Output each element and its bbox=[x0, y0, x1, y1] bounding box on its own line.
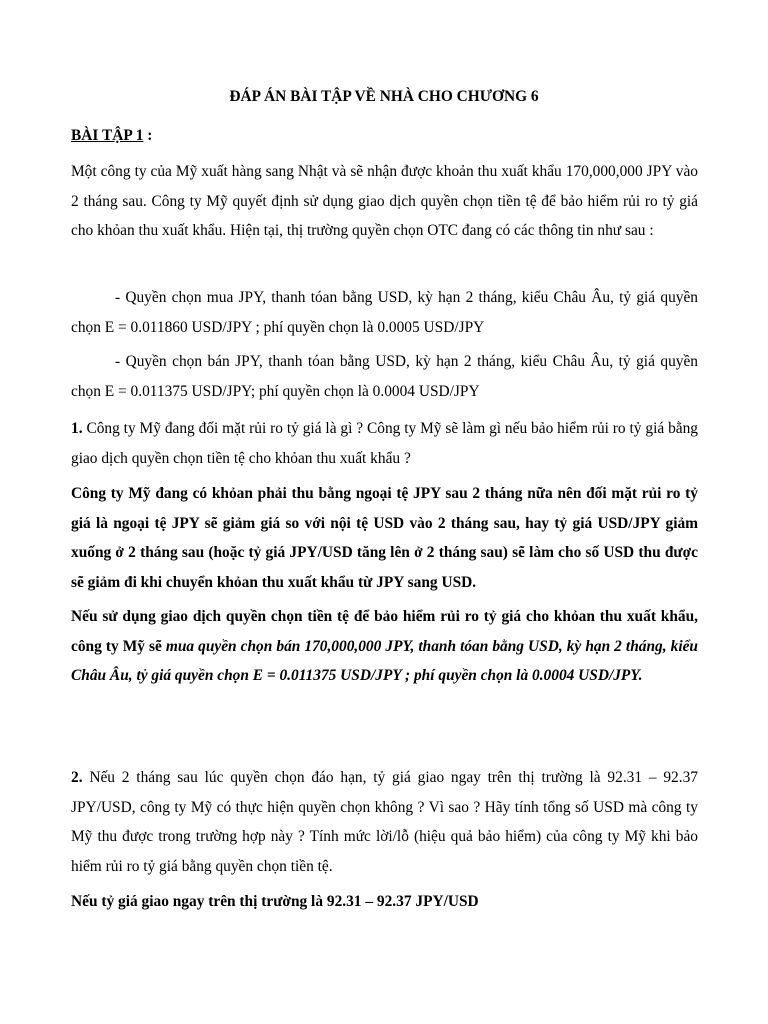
question-1-number: 1. bbox=[71, 420, 83, 437]
answer-2-intro: Nếu tỷ giá giao ngay trên thị trường là 92.31 – 92.37 JPY/USD bbox=[71, 893, 479, 910]
answer-1-hedge bbox=[71, 602, 698, 691]
answer-1-hedge-lead: Nếu sử dụng giao dịch quyền chọn tiền tệ để bảo hiểm rủi ro tỷ giá cho khỏan thu xuất khẩu, công ty Mỹ sẽ bbox=[71, 608, 698, 655]
problem-intro: Một công ty của Mỹ xuất hàng sang Nhật và sẽ nhận được khoản thu xuất khẩu 170,000,000 JPY vào 2 tháng sau. Công ty Mỹ quyết định sử dụng giao dịch quyền chọn tiền tệ để bảo hiểm rủi ro tỷ giá cho khỏan thu xuất khẩu. Hiện tại, thị trường quyền chọn OTC đang có các thông tin như sau : bbox=[71, 163, 698, 239]
exercise-heading-colon: : bbox=[143, 127, 153, 144]
exercise-heading-label: BÀI TẬP 1 bbox=[71, 127, 144, 144]
document-title: ĐÁP ÁN BÀI TẬP VỀ NHÀ CHO CHƯƠNG 6 bbox=[229, 88, 539, 105]
answer-1-hedge-italic: mua quyền chọn bán 170,000,000 JPY, thanh tóan bằng USD, kỳ hạn 2 tháng, kiểu Châu Âu, tỷ giá quyền chọn E = 0.011375 USD/JPY ; phí quyền chọn là 0.0004 USD/JPY. bbox=[71, 637, 698, 684]
question-2 bbox=[71, 763, 698, 881]
answer-1-risk: Công ty Mỹ đang có khỏan phải thu bằng ngoại tệ JPY sau 2 tháng nữa nên đối mặt rủi ro tỷ giá là ngoại tệ JPY sẽ giảm giá so với nội tệ USD vào 2 tháng sau, hay tỷ giá USD/JPY giảm xuống ở 2 tháng sau (hoặc tỷ giá JPY/USD tăng lên ở 2 tháng sau) sẽ làm cho số USD thu được sẽ giảm đi khi chuyển khỏan thu xuất khẩu từ JPY sang USD. bbox=[71, 485, 698, 591]
question-1 bbox=[71, 414, 698, 473]
exercise-heading bbox=[71, 127, 152, 145]
put-option-bullet: - Quyền chọn bán JPY, thanh tóan bằng USD, kỳ hạn 2 tháng, kiểu Châu Âu, tỷ giá quyền chọn E = 0.011375 USD/JPY; phí quyền chọn là 0.0004 USD/JPY bbox=[71, 353, 698, 400]
question-2-text: Nếu 2 tháng sau lúc quyền chọn đáo hạn, tỷ giá giao ngay trên thị trường là 92.31 – 92.37 JPY/USD, công ty Mỹ có thực hiện quyền chọn không ? Vì sao ? Hãy tính tổng số USD mà công ty Mỹ thu được trong trường hợp này ? Tính mức lời/lỗ (hiệu quả bảo hiểm) của công ty Mỹ khi bảo hiểm rủi ro tỷ giá bằng quyền chọn tiền tệ. bbox=[71, 769, 698, 875]
call-option-bullet: - Quyền chọn mua JPY, thanh tóan bằng USD, kỳ hạn 2 tháng, kiểu Châu Âu, tỷ giá quyền chọn E = 0.011860 USD/JPY ; phí quyền chọn là 0.0005 USD/JPY bbox=[71, 289, 698, 336]
question-2-number: 2. bbox=[71, 769, 83, 786]
question-1-text: Công ty Mỹ đang đối mặt rủi ro tỷ giá là gì ? Công ty Mỹ sẽ làm gì nếu bảo hiểm rủi ro tỷ giá bằng giao dịch quyền chọn tiền tệ cho khỏan thu xuất khẩu ? bbox=[71, 420, 698, 467]
